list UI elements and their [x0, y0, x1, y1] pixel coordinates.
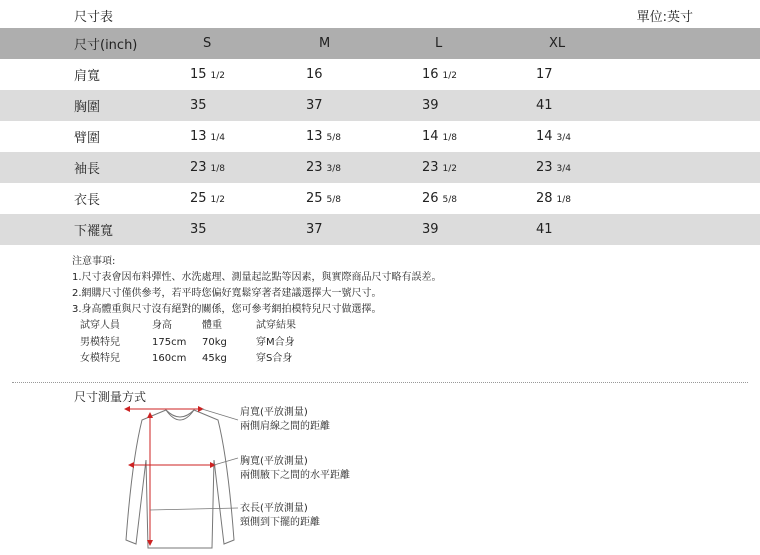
column-header: 尺寸(inch) — [74, 38, 138, 53]
table-cell: 16 1/2 — [422, 67, 458, 82]
column-header: S — [203, 36, 212, 51]
table-cell: 穿M合身 — [256, 336, 295, 348]
notes-heading: 注意事項: — [72, 256, 116, 267]
table-row — [0, 152, 760, 183]
model-fit-table — [80, 318, 296, 368]
measure-section-title: 尺寸測量方式 — [74, 390, 147, 404]
table-cell: 23 1/2 — [422, 160, 458, 175]
notes-section — [72, 254, 442, 318]
arrow-head — [124, 406, 130, 412]
shirt-outline — [126, 410, 234, 548]
chest-measure-label: 胸寬(平放測量) 兩側腋下之間的水平距離 — [240, 456, 350, 481]
table-cell: 35 — [190, 98, 207, 113]
row-label: 衣長 — [74, 193, 101, 208]
shirt-collar — [166, 410, 194, 420]
note-item: 1.尺寸表會因布料彈性、水洗處理、測量起訖點等因素，與實際商品尺寸略有誤差。 — [72, 272, 442, 283]
note-item: 2.網購尺寸僅供參考，若平時您偏好寬鬆穿著者建議選擇大一號尺寸。 — [72, 288, 382, 299]
table-cell: 26 5/8 — [422, 191, 458, 206]
arrow-head — [128, 462, 134, 468]
table-cell: 14 1/8 — [422, 129, 458, 144]
table-cell: 13 5/8 — [306, 129, 342, 144]
page-title: 尺寸表 — [74, 10, 114, 25]
table-cell: 13 1/4 — [190, 129, 226, 144]
table-row — [0, 59, 760, 90]
leader-line — [150, 508, 238, 510]
table-cell: 23 1/8 — [190, 160, 226, 175]
table-cell: 39 — [422, 98, 439, 113]
length-measure-label: 衣長(平放測量) 頸側到下擺的距離 — [240, 503, 320, 528]
size-table — [0, 28, 760, 245]
table-cell: 16 — [306, 67, 323, 82]
unit-label: 單位:英寸 — [636, 10, 693, 25]
table-cell: 17 — [536, 67, 553, 82]
section-divider — [12, 382, 748, 383]
table-row — [80, 351, 296, 368]
table-cell: 175cm — [152, 336, 187, 348]
column-header: M — [319, 36, 331, 51]
shoulder-measure-label: 肩寬(平放測量) 兩側肩線之間的距離 — [240, 407, 330, 432]
table-cell: 28 1/8 — [536, 191, 572, 206]
table-cell: 15 1/2 — [190, 67, 226, 82]
title-bar — [0, 0, 760, 28]
note-item: 3.身高體重與尺寸沒有絕對的關係，您可參考網拍模特兒尺寸做選擇。 — [72, 304, 382, 315]
table-cell: 70kg — [202, 336, 227, 348]
table-cell: 25 1/2 — [190, 191, 226, 206]
table-cell: 45kg — [202, 353, 227, 364]
row-label: 胸圍 — [74, 100, 101, 115]
table-cell: 39 — [422, 222, 439, 237]
table-cell: 穿S合身 — [256, 353, 293, 364]
table-cell: 35 — [190, 222, 207, 237]
table-cell: 37 — [306, 98, 323, 113]
arrow-head — [147, 412, 153, 418]
table-cell: 41 — [536, 98, 553, 113]
column-header: 試穿人員 — [80, 320, 120, 331]
row-label: 肩寬 — [74, 69, 101, 84]
table-cell: 23 3/8 — [306, 160, 342, 175]
table-cell: 23 3/4 — [536, 160, 572, 175]
table-header-row — [0, 28, 760, 59]
table-cell: 14 3/4 — [536, 129, 572, 144]
table-cell: 男模特兒 — [80, 336, 120, 348]
row-label: 下襬寬 — [74, 224, 114, 239]
table-cell: 25 5/8 — [306, 191, 342, 206]
garment-diagram — [110, 400, 250, 550]
leader-line — [202, 409, 238, 420]
table-row — [0, 121, 760, 152]
row-label: 臂圍 — [74, 131, 101, 146]
column-header: 身高 — [152, 320, 172, 331]
table-row — [0, 183, 760, 214]
table-row — [80, 335, 296, 352]
table-cell: 37 — [306, 222, 323, 237]
table-row — [0, 90, 760, 121]
table-row — [80, 318, 296, 335]
row-label: 袖長 — [74, 162, 101, 177]
table-cell: 160cm — [152, 353, 187, 364]
column-header: 試穿結果 — [256, 320, 296, 331]
table-row — [0, 214, 760, 245]
table-cell: 41 — [536, 222, 553, 237]
column-header: L — [435, 36, 443, 51]
column-header: XL — [549, 36, 566, 51]
column-header: 體重 — [202, 320, 222, 331]
table-cell: 女模特兒 — [80, 353, 120, 364]
